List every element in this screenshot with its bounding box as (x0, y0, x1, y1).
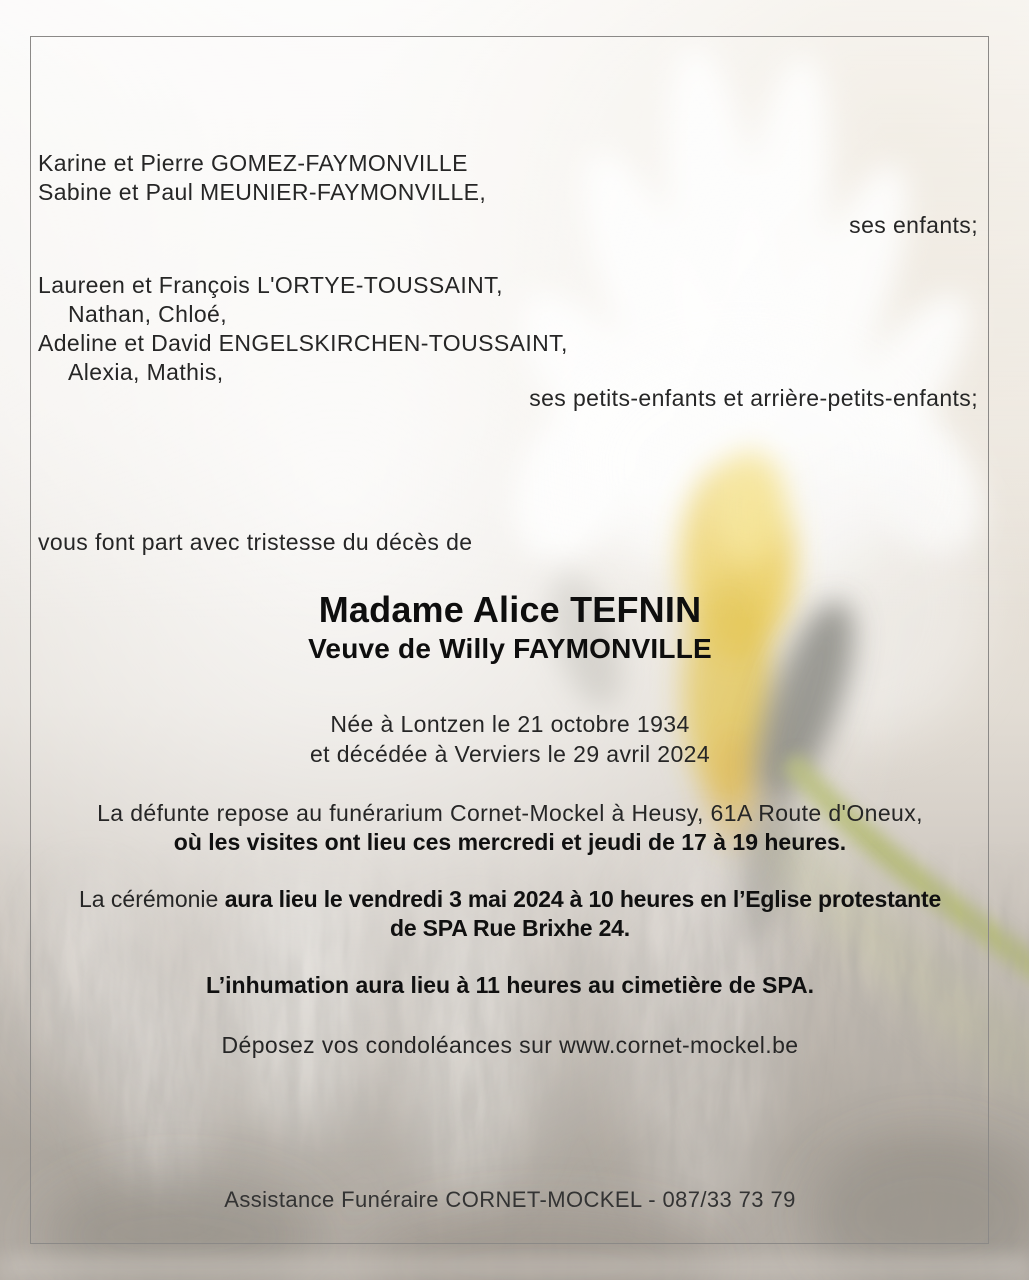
ceremony-bold-1: aura lieu le vendredi 3 mai 2024 à 10 heures en l’Eglise protestante (224, 886, 942, 912)
ceremony-line-1 (30, 885, 990, 914)
ceremony-prefix: La cérémonie (78, 886, 225, 912)
widow-line: Veuve de Willy FAYMONVILLE (308, 633, 712, 664)
children-label: ses enfants; (849, 212, 978, 238)
ceremony-line-2: de SPA Rue Brixhe 24. (390, 915, 630, 941)
visits-line: où les visites ont lieu ces mercredi et jeudi de 17 à 19 heures. (173, 829, 847, 855)
family-line: Nathan, Chloé, (68, 301, 228, 327)
burial-line: L’inhumation aura lieu à 11 heures au cimetière de SPA. (205, 972, 814, 998)
funeral-home-footer: Assistance Funéraire CORNET-MOCKEL - 087/33 73 79 (224, 1187, 796, 1212)
ceremony-block (30, 885, 990, 943)
family-line: Alexia, Mathis, (68, 359, 224, 385)
deceased-name: Madame Alice TEFNIN (318, 589, 702, 630)
repose-line: La défunte repose au funérarium Cornet-Mockel à Heusy, 61A Route d'Oneux, (97, 800, 923, 826)
grandchildren-names-block (38, 271, 568, 387)
family-line: Adeline et David ENGELSKIRCHEN-TOUSSAINT, (38, 330, 568, 356)
birth-line: Née à Lontzen le 21 octobre 1934 (330, 711, 690, 737)
dates-block (30, 709, 990, 769)
family-line: Sabine et Paul MEUNIER-FAYMONVILLE, (38, 179, 487, 205)
family-line: Karine et Pierre GOMEZ-FAYMONVILLE (38, 150, 468, 176)
announcement-line: vous font part avec tristesse du décès de (38, 529, 473, 555)
death-line: et décédée à Verviers le 29 avril 2024 (309, 741, 711, 767)
repose-block (30, 799, 990, 857)
grandchildren-label: ses petits-enfants et arrière-petits-enfants; (529, 385, 978, 411)
family-line: Laureen et François L'ORTYE-TOUSSAINT, (38, 272, 503, 298)
children-names-block (38, 149, 486, 207)
condolences-line: Déposez vos condoléances sur www.cornet-mockel.be (221, 1032, 799, 1058)
